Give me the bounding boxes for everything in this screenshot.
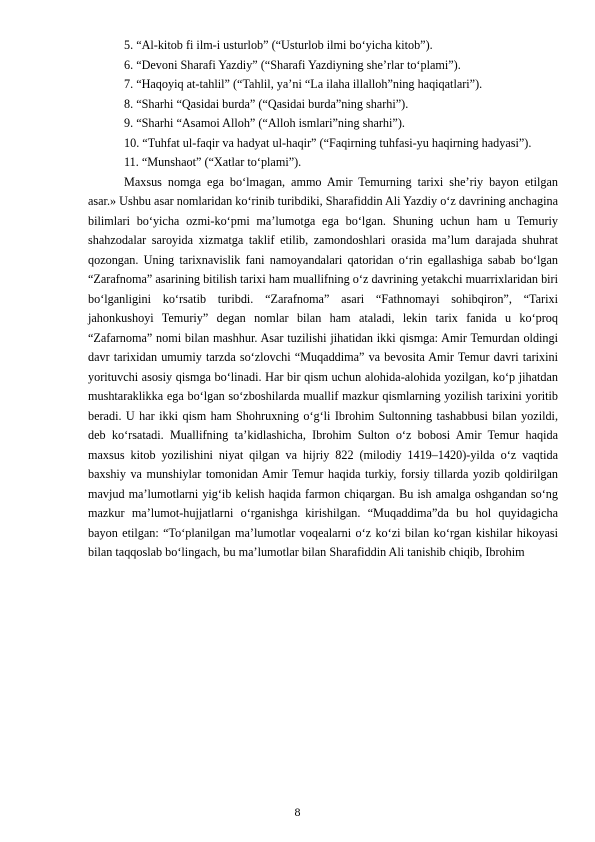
list-item: 8. “Sharhi “Qasidai burda” (“Qasidai burda”ning sharhi”). — [124, 96, 409, 111]
list-item: 11. “Munshaot” (“Xatlar to‘plami”). — [124, 155, 302, 169]
document-body — [88, 36, 558, 563]
list-item: 5. “Al-kitob fi ilm-i usturlob” (“Usturlob ilmi bo‘yicha kitob”). — [124, 38, 433, 52]
list-item: 10. “Tuhfat ul-faqir va hadyat ul-haqir” (“Faqirning tuhfasi-yu haqirning hadyasi”). — [124, 135, 532, 150]
body-paragraph: Maxsus nomga ega bo‘lmagan, ammo Amir Temurning tarixi she’riy bayon etilgan asar.» Ushbu asar nomlaridan ko‘rinib turibdiki, Sharafiddin Ali Yazdiy o‘z davrining anchagina bilimlari bo‘yicha ozmi-ko‘pmi ma’lumotga ega bo‘lgan. Shuning uchun ham u Temuriy shahzodalar saroyida xizmatga taklif etilib, zamondoshlari orasida ma’lum darajada shuhrat qozongan. Uning tarixnavislik fani namoyandalari qatoridan o‘rin egallashiga sabab bo‘lgan “Zarafnoma” asarining bitilish tarixi ham muallifning o‘z davrining yetakchi muarrixlaridan biri bo‘lganligini ko‘rsatib turibdi. “Zarafnoma” asari “Fathnomayi sohibqiron”, “Tarixi jahonkushoyi Temuriy” degan nomlar bilan ham ataladi, lekin tarix fanida u ko‘proq “Zafarnoma” nomi bilan mashhur. Asar tuzilishi jihatidan ikki qismga: Amir Temurdan oldingi davr tarixidan umumiy tarzda so‘zlovchi “Muqaddima” va bevosita Amir Temur davri tarixini yorituvchi asosiy qismga bo‘linadi. Har bir qism uchun alohida-alohida yozilgan, ko‘p jihatdan mushtaraklikka ega bo‘lgan so‘zboshilarda muallif mazkur qismlarning yozilish tarixini yoritib beradi. U har ikki qism ham Shohruxning o‘g‘li Ibrohim Sultonning tashabbusi bilan yozildi, deb ko‘rsatadi. Muallifning ta’kidlashicha, Ibrohim Sulton o‘z bobosi Amir Temur haqida maxsus kitob yozilishini niyat qilgan va hijriy 822 (milodiy 1419–1420)-yilda o‘z vaqtida baxshiy va munshiylar tomonidan Amir Temur haqida turkiy, forsiy tillarda yozib qoldirilgan mavjud ma’lumotlarni yig‘ib kelish haqida farmon chiqargan. Bu ish amalga oshgandan so‘ng mazkur ma’lumot-hujjatlarni o‘rganishga kirishilgan. “Muqaddima”da bu hol quyidagicha bayon etilgan: “To‘planilgan ma’lumotlar voqealarni o‘z ko‘zi bilan ko‘rgan kishilar hikoyasi bilan taqqoslab bo‘lingach, bu ma’lumotlar bilan Sharafiddin Ali tanishib chiqib, Ibrohim — [88, 174, 558, 559]
page-number: 8 — [294, 805, 301, 819]
list-item: 9. “Sharhi “Asamoi Alloh” (“Alloh ismlari”ning sharhi”). — [124, 116, 405, 130]
list-item: 7. “Haqoyiq at-tahlil” (“Tahlil, ya’ni “La ilaha illalloh”ning haqiqatlari”). — [124, 77, 483, 91]
list-item: 6. “Devoni Sharafi Yazdiy” (“Sharafi Yazdiyning she’rlar to‘plami”). — [124, 57, 461, 72]
